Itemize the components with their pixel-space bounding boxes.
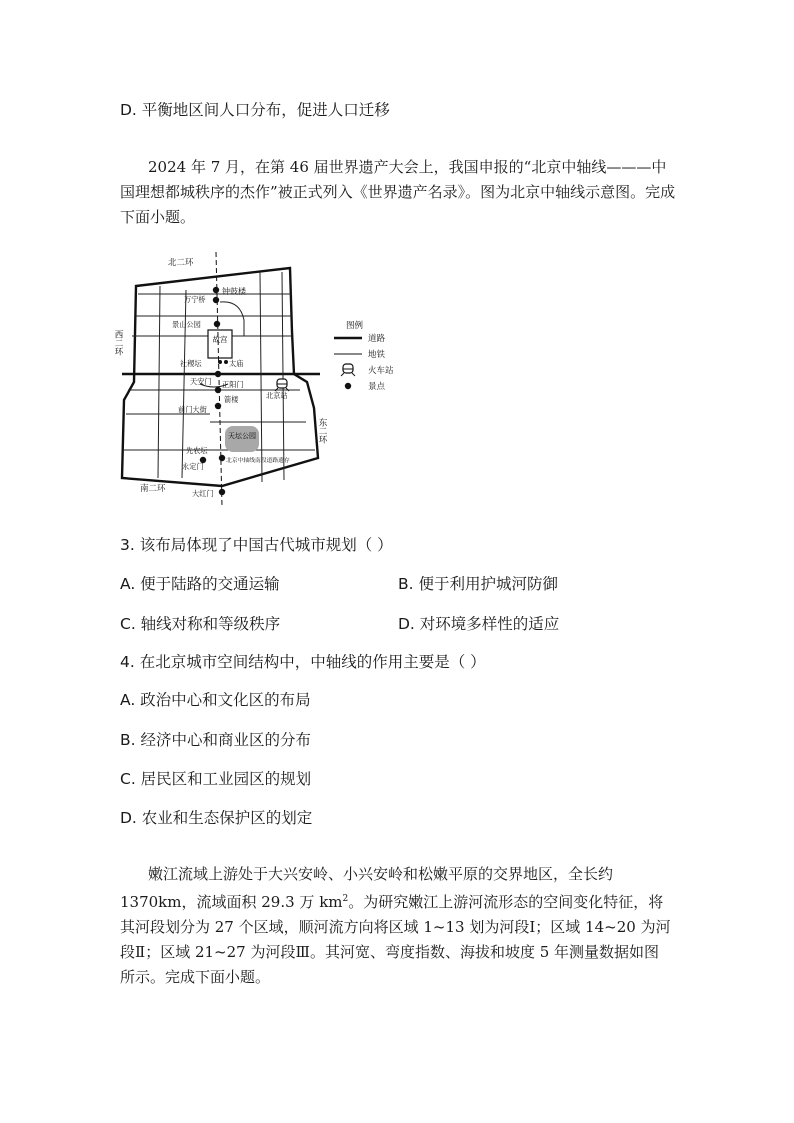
spot-xiannongtan: 先农坛	[186, 446, 208, 455]
beijing-central-axis-map	[110, 250, 410, 510]
question-4-option-d: D. 农业和生态保护区的划定	[120, 809, 313, 827]
spot-dahongmen: 大红门	[192, 489, 214, 498]
passage-nenjiang-line-3: 其河段划分为 27 个区域，顺河流方向将区域 1~13 划为河段Ⅰ；区域 14~20 为河	[120, 918, 671, 936]
spot-wanningqiao: 万宁桥	[184, 295, 206, 304]
spot-zhonggulou: 钟鼓楼	[222, 287, 246, 296]
question-3-stem: 3. 该布局体现了中国古代城市规划（ ）	[120, 536, 393, 554]
map-legend	[334, 320, 394, 392]
subway-lines	[124, 272, 315, 482]
legend-station-icon	[341, 364, 355, 376]
passage-nenjiang-line-1: 嫩江流域上游处于大兴安岭、小兴安岭和松嫩平原的交界地区，全长约	[148, 865, 614, 883]
ring-west-label: 西二环	[113, 330, 123, 356]
spot-taimiao: 太庙	[229, 359, 244, 368]
passage-nenjiang	[120, 862, 680, 990]
passage-nenjiang-line-5: 所示。完成下面小题。	[120, 968, 271, 986]
question-4-option-b: B. 经济中心和商业区的分布	[120, 731, 311, 749]
legend-title: 图例	[346, 321, 364, 331]
question-3-option-d: D. 对环境多样性的适应	[398, 615, 560, 633]
spot-nanduan: 北京中轴线南段道路遗存	[226, 458, 290, 464]
legend-road: 道路	[368, 334, 386, 344]
question-4-option-c: C. 居民区和工业园区的规划	[120, 770, 312, 788]
question-4-stem: 4. 在北京城市空间结构中，中轴线的作用主要是（ ）	[120, 653, 486, 671]
temple-of-heaven-label: 天坛公园	[228, 432, 256, 440]
spot-points	[200, 287, 228, 495]
previous-question-option-d: D. 平衡地区间人口分布，促进人口迁移	[120, 101, 390, 119]
train-station-icon	[275, 379, 289, 391]
spot-yongdingmen: 永定门	[182, 462, 204, 471]
passage-beijing-text: 2024 年 7 月，在第 46 届世界遗产大会上，我国申报的“北京中轴线———中国理想都城秩序的杰作”被正式列入《世界遗产名录》。图为北京中轴线示意图。完成下面小题。	[120, 158, 676, 226]
ring-north-label: 北二环	[168, 258, 194, 268]
legend-spot-dot	[345, 383, 351, 389]
ring-east-label: 东二环	[317, 418, 327, 444]
question-3-option-a: A. 便于陆路的交通运输	[120, 575, 280, 593]
ring-south-label: 南二环	[140, 484, 166, 494]
spot-tiananmen: 天安门	[190, 377, 212, 386]
question-3-option-c: C. 轴线对称和等级秩序	[120, 615, 281, 633]
question-4-option-a: A. 政治中心和文化区的布局	[120, 691, 311, 709]
passage-beijing-central-axis	[120, 155, 680, 230]
spot-jianlou: 箭楼	[224, 395, 239, 404]
passage-nenjiang-line-2: 1370km，流域面积 29.3 万 $km^2$。为研究嫩江上游河流形态的空间变化特征，将	[120, 893, 664, 911]
spot-jingshan: 景山公园	[172, 320, 201, 329]
question-3-option-b: B. 便于利用护城河防御	[398, 575, 558, 593]
forbidden-city-label: 故宫	[212, 335, 228, 344]
spot-zhengyangmen: 正阳门	[222, 380, 244, 389]
spot-shejitan: 社稷坛	[180, 359, 202, 368]
legend-spot: 景点	[368, 382, 386, 392]
passage-nenjiang-line-4: 段Ⅱ；区域 21~27 为河段Ⅲ。其河宽、弯度指数、海拔和坡度 5 年测量数据如图	[120, 943, 660, 961]
legend-subway: 地铁	[368, 350, 386, 360]
legend-station: 火车站	[368, 366, 394, 376]
spot-qianmen: 前门大街	[178, 405, 207, 414]
spot-beijingzhan: 北京站	[266, 391, 288, 400]
second-ring-road	[122, 268, 318, 486]
